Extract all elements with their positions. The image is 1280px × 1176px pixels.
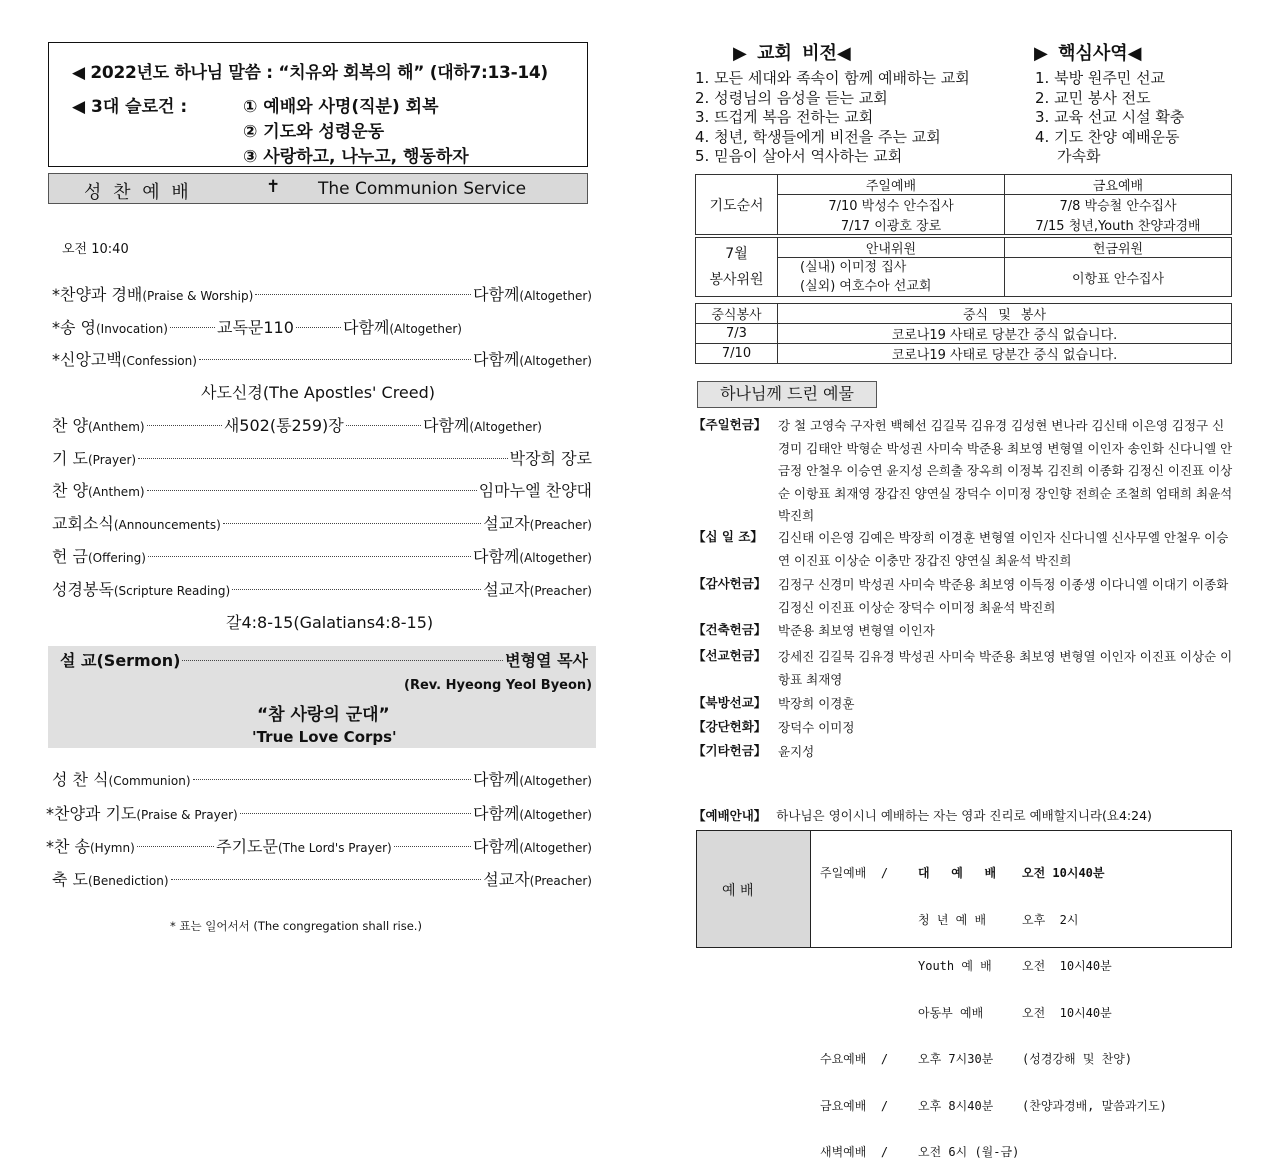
lunch-service-table: [695, 303, 1232, 364]
sunday-prayer: 7/17 이광호 장로: [778, 215, 1005, 235]
worship-label-cell: [697, 831, 811, 947]
offering-category: 【북방선교】 박장희 이경훈: [693, 695, 855, 711]
vision-item: 5. 믿음이 살아서 역사하는 교회: [695, 147, 903, 165]
schedule-line: 청 년 예 배 오후 2시: [918, 912, 1079, 927]
guide-header: 안내위원: [778, 238, 1005, 258]
worship-schedule: [820, 835, 1167, 1176]
scripture-reference: 갈4:8-15(Galatians4:8-15): [226, 613, 434, 632]
order-item: 교회소식(Announcements) 설교자(Preacher): [52, 514, 592, 533]
lunch-note: 코로나19 사태로 당분간 중식 없습니다.: [778, 344, 1232, 364]
schedule-line: Youth 예 배 오전 10시40분: [918, 959, 1112, 973]
offering-category: 【기타헌금】 윤지성: [693, 743, 815, 759]
core-item: 3. 교육 선교 시설 확충: [1035, 108, 1185, 126]
vision-title: ▶ 교회 비전◀: [733, 43, 851, 64]
schedule-line: 새벽예배 / 오전 6시 (월-금): [820, 1145, 1020, 1159]
core-item: 4. 기도 찬양 예배운동: [1035, 128, 1180, 146]
order-item: 성경봉독(Scripture Reading) 설교자(Preacher): [52, 580, 592, 599]
cross-icon: ✝: [266, 177, 281, 197]
offering-category: 【감사헌금】 김정구 신경미 박성권 사미숙 박준용 최보영 이득정 이종생 이다니엘 이대기 이종화 김정신 이진표 이상순 장덕수 이미정 최윤석 박진희: [693, 576, 1229, 615]
slogan-1: ① 예배와 사명(직분) 회복: [243, 97, 439, 117]
schedule-line: 아동부 예배 오전 10시40분: [918, 1005, 1112, 1020]
sunday-prayer: 7/10 박성수 안수집사: [778, 195, 1005, 215]
friday-prayer: 7/15 청년,Youth 찬양과경배: [1005, 215, 1232, 235]
offering-members: 이항표 안수집사: [1005, 258, 1232, 297]
core-item: 1. 북방 원주민 선교: [1035, 69, 1166, 87]
service-title: 성 찬 예 배: [84, 182, 189, 203]
schedule-line: 금요예배 / 오후 8시40분 (찬양과경배, 말씀과기도): [820, 1098, 1167, 1113]
order-item: *찬양과 기도(Praise & Prayer) 다함께(Altogether): [46, 804, 592, 823]
worship-notice: 【예배안내】 하나님은 영이시니 예배하는 자는 영과 진리로 예배할지니라(요4:24): [693, 808, 1152, 823]
order-item: *찬양과 경배(Praise & Worship) 다함께(Altogether): [52, 285, 592, 304]
friday-prayer: 7/8 박승철 안수집사: [1005, 195, 1232, 215]
core-ministry-title: ▶ 핵심사역◀: [1034, 43, 1142, 64]
slogan-2: ② 기도와 성령운동: [243, 122, 385, 142]
offering-category: 【주일헌금】 강 철 고영숙 구자헌 백혜선 김길묵 김유경 김성현 변나라 김신태 이은영 김정구 신경미 김태안 박형순 박성권 사미숙 박준용 최보영 변형열 이인자 송인화 신다니엘 안금정 안철우 이승연 윤지성 은희출 장옥희 이정복 김진희 이종화 김정신 이진표 이상순 이항표 최재영 장갑진 양연실 장덕수 이미정 장인향 전희순 조철희 엄태희 최윤석 박진희: [693, 417, 1233, 523]
sermon-title-en: 'True Love Corps': [252, 728, 397, 746]
vision-item: 2. 성령님의 음성을 듣는 교회: [695, 89, 888, 107]
order-item: *찬 송(Hymn) 주기도문(The Lord's Prayer) 다함께(Altogether): [46, 837, 592, 856]
order-item: 기 도(Prayer) 박장희 장로: [52, 449, 592, 468]
order-item: *신앙고백(Confession) 다함께(Altogether): [52, 350, 592, 369]
friday-header: 금요예배: [1005, 175, 1232, 195]
prayer-order-table: [695, 174, 1232, 235]
schedule-line: 주일예배 / 대 예 배 오전 10시40분: [820, 866, 1105, 880]
order-item: 성 찬 식(Communion) 다함께(Altogether): [52, 770, 592, 789]
guide-members: (실내) 이미정 집사 (실외) 여호수아 선교회: [778, 258, 1005, 297]
apostles-creed: 사도신경(The Apostles' Creed): [201, 383, 436, 402]
lunch-date: 7/10: [696, 344, 778, 364]
sunday-header: 주일예배: [778, 175, 1005, 195]
sermon-title: “참 사랑의 군대”: [257, 705, 390, 725]
service-title-en: The Communion Service: [318, 179, 527, 199]
offerings-title: 하나님께 드린 예물: [697, 381, 877, 408]
slogan-3: ③ 사랑하고, 나누고, 행동하자: [243, 147, 469, 167]
slogans-label: ◀ 3대 슬로건 :: [72, 97, 188, 117]
service-time: 오전 10:40: [62, 242, 129, 257]
lunch-desc-header: 중식 및 봉사: [778, 304, 1232, 324]
order-item: 헌 금(Offering) 다함께(Altogether): [52, 547, 592, 566]
lunch-date: 7/3: [696, 324, 778, 344]
sermon-line: 설 교(Sermon) 변형열 목사: [60, 651, 588, 670]
order-item: *송 영(Invocation) 교독문110 다함께(Altogether): [52, 318, 462, 337]
prayer-order-label: 기도순서: [696, 175, 778, 235]
order-item: 찬 양(Anthem) 임마누엘 찬양대: [52, 481, 592, 500]
offering-category: 【강단헌화】 장덕수 이미정: [693, 719, 855, 735]
service-committee-table: [695, 237, 1232, 297]
lunch-header: 중식봉사: [696, 304, 778, 324]
offering-category: 【십 일 조】 김신태 이은영 김예은 박장희 이경훈 변형열 이인자 신다니엘 신사무엘 안철우 이승연 이진표 이상순 이충만 장갑진 양연실 최윤석 박진희: [693, 529, 1229, 568]
vision-item: 1. 모든 세대와 족속이 함께 예배하는 교회: [695, 69, 970, 87]
core-item: 가속화: [1057, 147, 1101, 165]
worship-label: 예 배: [722, 883, 754, 899]
preacher-en: (Rev. Hyeong Yeol Byeon): [404, 678, 593, 693]
year-motto: ◀ 2022년도 하나님 말씀 : “치유와 회복의 해” (대하7:13-14): [72, 63, 548, 83]
core-item: 2. 교민 봉사 전도: [1035, 89, 1151, 107]
offering-header: 헌금위원: [1005, 238, 1232, 258]
schedule-line: 수요예배 / 오후 7시30분 (성경강해 및 찬양): [820, 1052, 1133, 1066]
offering-category: 【선교헌금】 강세진 김길묵 김유경 박성권 사미숙 박준용 최보영 변형열 이인자 이진표 이상순 이항표 최재영: [693, 648, 1233, 687]
vision-item: 4. 청년, 학생들에게 비전을 주는 교회: [695, 128, 941, 146]
offering-category: 【건축헌금】 박준용 최보영 변형열 이인자: [693, 622, 935, 638]
order-item: 찬 양(Anthem) 새502(통259)장 다함께(Altogether): [52, 416, 542, 435]
committee-label: 7월 봉사위원: [696, 238, 778, 297]
order-item: 축 도(Benediction) 설교자(Preacher): [52, 870, 592, 889]
footnote: * 표는 일어서서 (The congregation shall rise.): [170, 919, 422, 933]
vision-item: 3. 뜨겁게 복음 전하는 교회: [695, 108, 874, 126]
lunch-note: 코로나19 사태로 당분간 중식 없습니다.: [778, 324, 1232, 344]
